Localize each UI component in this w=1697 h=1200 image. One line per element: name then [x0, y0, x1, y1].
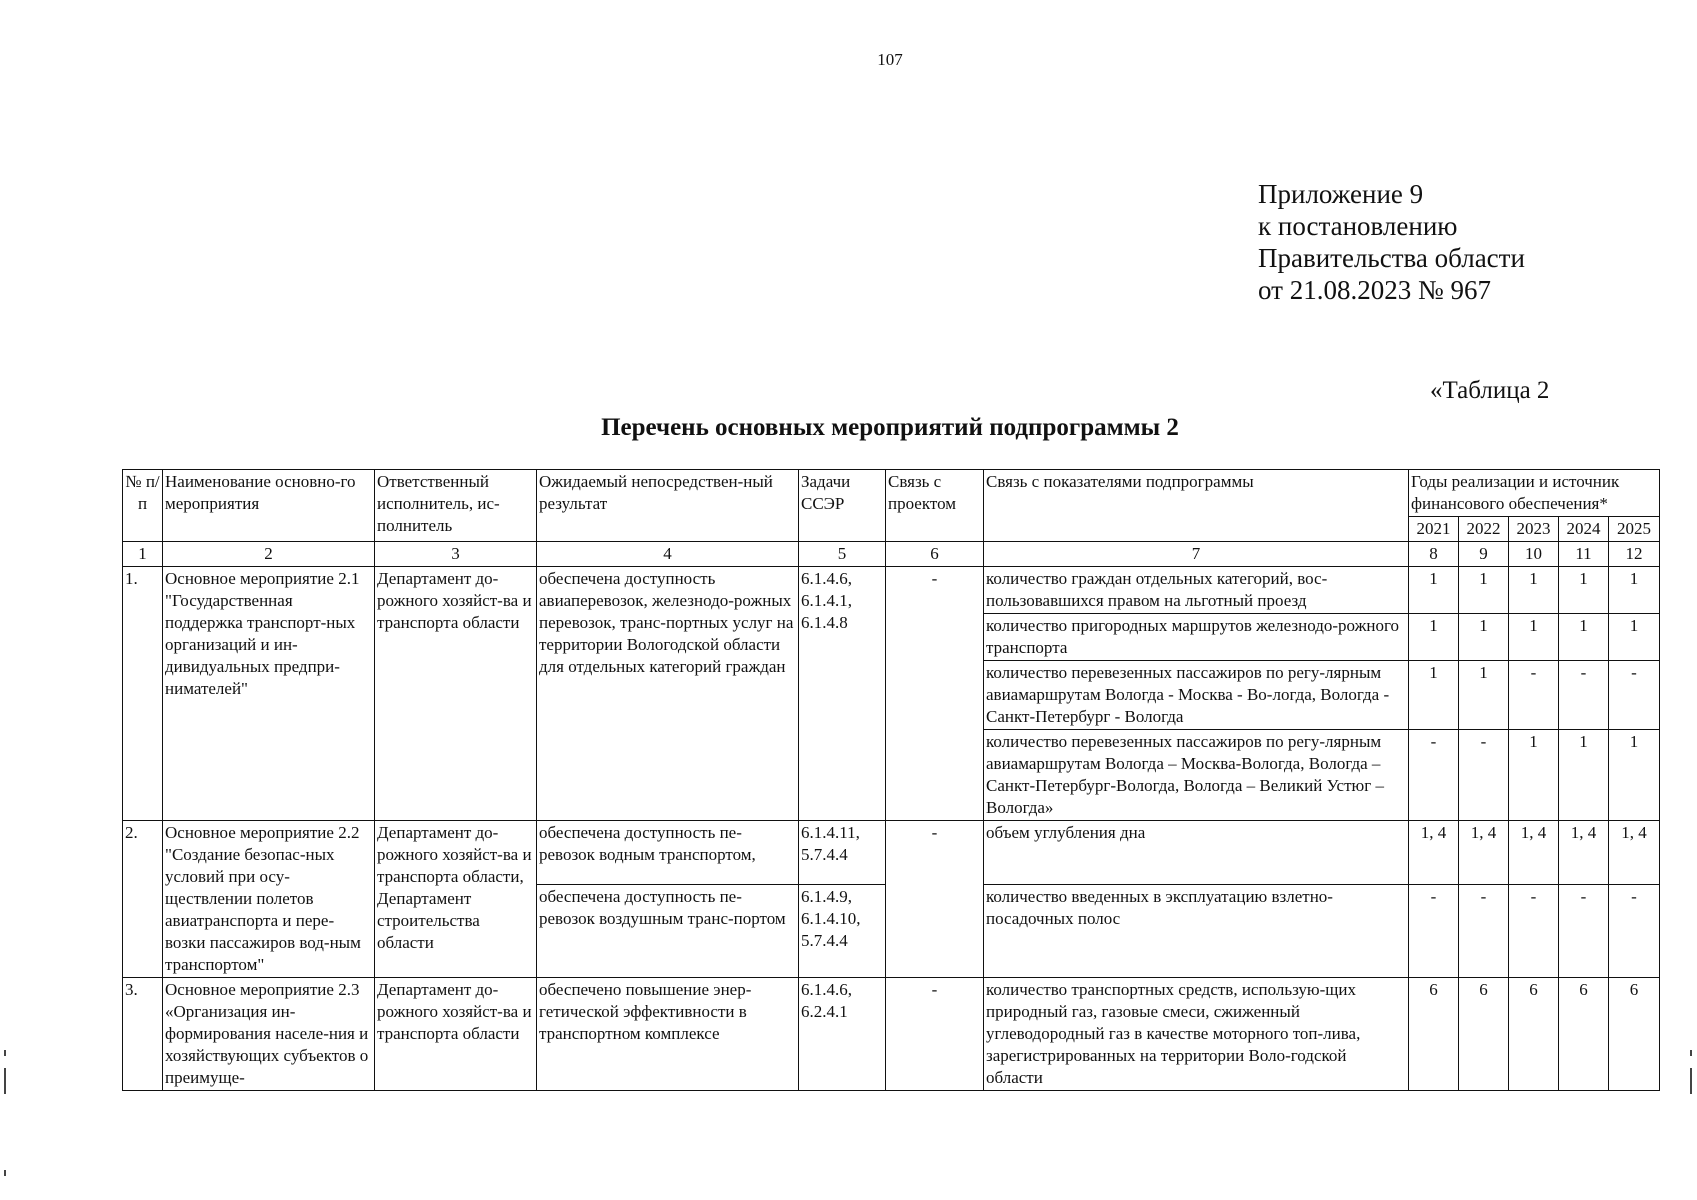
column-number: 12 — [1609, 542, 1660, 567]
year-value: 6 — [1559, 978, 1609, 1091]
row-indicator: количество транспортных средств, использую-щих природный газ, газовые смеси, сжиженный углеводородный газ в качестве моторного топ-лива, зарегистрированных на территории Воло-годской области — [984, 978, 1409, 1091]
year-value: 1, 4 — [1409, 821, 1459, 885]
year-value: 1 — [1509, 567, 1559, 614]
year-value: 1 — [1409, 661, 1459, 730]
year-value: - — [1459, 730, 1509, 821]
row-tasks: 6.1.4.6, 6.1.4.1, 6.1.4.8 — [799, 567, 886, 821]
year-value: - — [1559, 661, 1609, 730]
margin-mark — [1690, 1068, 1692, 1094]
column-number: 9 — [1459, 542, 1509, 567]
row-indicator: количество введенных в эксплуатацию взлетно-посадочных полос — [984, 884, 1409, 977]
row-indicator: количество перевезенных пассажиров по регу-лярным авиамаршрутам Вологда - Москва - Во-логда, Вологда - Санкт-Петербург - Вологда — [984, 661, 1409, 730]
year-value: 1, 4 — [1509, 821, 1559, 885]
row-indicator: количество граждан отдельных категорий, вос-пользовавшихся правом на льготный проезд — [984, 567, 1409, 614]
row-num: 1. — [123, 567, 163, 821]
activities-table — [122, 469, 1660, 1091]
margin-mark — [4, 1170, 6, 1176]
header-num: № п/п — [123, 470, 163, 542]
year-value: 1 — [1609, 614, 1660, 661]
appendix-line-2: к постановлению — [1258, 211, 1458, 241]
year-value: - — [1459, 884, 1509, 977]
column-number: 8 — [1409, 542, 1459, 567]
column-number: 4 — [537, 542, 799, 567]
row-num: 2. — [123, 821, 163, 978]
year-value: - — [1409, 730, 1459, 821]
header-row — [123, 470, 1660, 517]
column-number: 10 — [1509, 542, 1559, 567]
row-indicator: количество перевезенных пассажиров по регу-лярным авиамаршрутам Вологда – Москва-Вологда, Вологда – Санкт-Петербург-Вологда, Вологда – Великий Устюг – Вологда» — [984, 730, 1409, 821]
row-tasks: 6.1.4.11, 5.7.4.4 — [799, 821, 886, 885]
column-number: 1 — [123, 542, 163, 567]
column-number: 3 — [375, 542, 537, 567]
header-indicators: Связь с показателями подпрограммы — [984, 470, 1409, 542]
year-value: 1 — [1609, 730, 1660, 821]
row-result: обеспечена доступность пе-ревозок воздушным транс-портом — [537, 884, 799, 977]
margin-mark — [4, 1050, 6, 1056]
year-value: - — [1609, 661, 1660, 730]
table-row — [123, 567, 1660, 614]
row-result: обеспечено повышение энер-гетической эффективности в транспортном комплексе — [537, 978, 799, 1091]
header-years-group: Годы реализации и источник финансового обеспечения* — [1409, 470, 1660, 517]
column-number: 5 — [799, 542, 886, 567]
year-value: 1, 4 — [1559, 821, 1609, 885]
year-value: 1 — [1559, 730, 1609, 821]
year-value: - — [1609, 884, 1660, 977]
appendix-block — [1258, 178, 1525, 306]
row-executor: Департамент до-рожного хозяйст-ва и транспорта области — [375, 567, 537, 821]
table-row — [123, 978, 1660, 1091]
header-year: 2022 — [1459, 517, 1509, 542]
header-project: Связь с проектом — [886, 470, 984, 542]
row-num: 3. — [123, 978, 163, 1091]
year-value: 1 — [1609, 567, 1660, 614]
appendix-line-4: от 21.08.2023 № 967 — [1258, 275, 1491, 305]
header-year: 2024 — [1559, 517, 1609, 542]
header-year: 2023 — [1509, 517, 1559, 542]
row-executor: Департамент до-рожного хозяйст-ва и транспорта области — [375, 978, 537, 1091]
year-value: - — [1559, 884, 1609, 977]
year-value: - — [1509, 884, 1559, 977]
year-value: 1 — [1509, 730, 1559, 821]
page-number: 107 — [877, 50, 903, 69]
row-name: Основное мероприятие 2.2 "Создание безопас-ных условий при осу-ществлении полетов авиатранспорта и пере-возки пассажиров вод-ным транспортом" — [163, 821, 375, 978]
appendix-line-3: Правительства области — [1258, 243, 1525, 273]
column-number-row — [123, 542, 1660, 567]
row-indicator: объем углубления дна — [984, 821, 1409, 885]
column-number: 6 — [886, 542, 984, 567]
year-value: - — [1409, 884, 1459, 977]
row-name: Основное мероприятие 2.3 «Организация ин-формирования населе-ния и хозяйствующих субъектов о преимуще- — [163, 978, 375, 1091]
column-number: 2 — [163, 542, 375, 567]
year-value: 1 — [1559, 614, 1609, 661]
header-tasks: Задачи ССЭР — [799, 470, 886, 542]
year-value: 6 — [1609, 978, 1660, 1091]
margin-mark — [1690, 1050, 1692, 1056]
appendix-line-1: Приложение 9 — [1258, 179, 1424, 209]
row-project: - — [886, 821, 984, 978]
table-caption: «Таблица 2 — [1430, 377, 1550, 404]
header-year: 2025 — [1609, 517, 1660, 542]
year-value: 1 — [1509, 614, 1559, 661]
header-name: Наименование основно-го мероприятия — [163, 470, 375, 542]
year-value: 6 — [1409, 978, 1459, 1091]
row-tasks: 6.1.4.6, 6.2.4.1 — [799, 978, 886, 1091]
year-value: 1 — [1459, 614, 1509, 661]
column-number: 11 — [1559, 542, 1609, 567]
row-name: Основное мероприятие 2.1 "Государственная поддержка транспорт-ных организаций и ин-дивидуальных предпри-нимателей" — [163, 567, 375, 821]
row-executor: Департамент до-рожного хозяйст-ва и транспорта области, Департамент строительства области — [375, 821, 537, 978]
header-year: 2021 — [1409, 517, 1459, 542]
header-executor: Ответственный исполнитель, ис-полнитель — [375, 470, 537, 542]
row-project: - — [886, 567, 984, 821]
row-indicator: количество пригородных маршрутов железнодо-рожного транспорта — [984, 614, 1409, 661]
column-number: 7 — [984, 542, 1409, 567]
year-value: 6 — [1459, 978, 1509, 1091]
year-value: 6 — [1509, 978, 1559, 1091]
year-value: - — [1509, 661, 1559, 730]
row-tasks: 6.1.4.9, 6.1.4.10, 5.7.4.4 — [799, 884, 886, 977]
year-value: 1 — [1409, 567, 1459, 614]
margin-mark — [4, 1068, 6, 1094]
year-value: 1, 4 — [1609, 821, 1660, 885]
row-result: обеспечена доступность авиаперевозок, железнодо-рожных перевозок, транс-портных услуг на территории Вологодской области для отдельных категорий граждан — [537, 567, 799, 821]
row-project: - — [886, 978, 984, 1091]
year-value: 1 — [1459, 567, 1509, 614]
table-row — [123, 821, 1660, 885]
row-result: обеспечена доступность пе-ревозок водным транспортом, — [537, 821, 799, 885]
year-value: 1 — [1559, 567, 1609, 614]
document-title: Перечень основных мероприятий подпрограммы 2 — [601, 414, 1179, 441]
year-value: 1, 4 — [1459, 821, 1509, 885]
header-result: Ожидаемый непосредствен-ный результат — [537, 470, 799, 542]
year-value: 1 — [1459, 661, 1509, 730]
year-value: 1 — [1409, 614, 1459, 661]
